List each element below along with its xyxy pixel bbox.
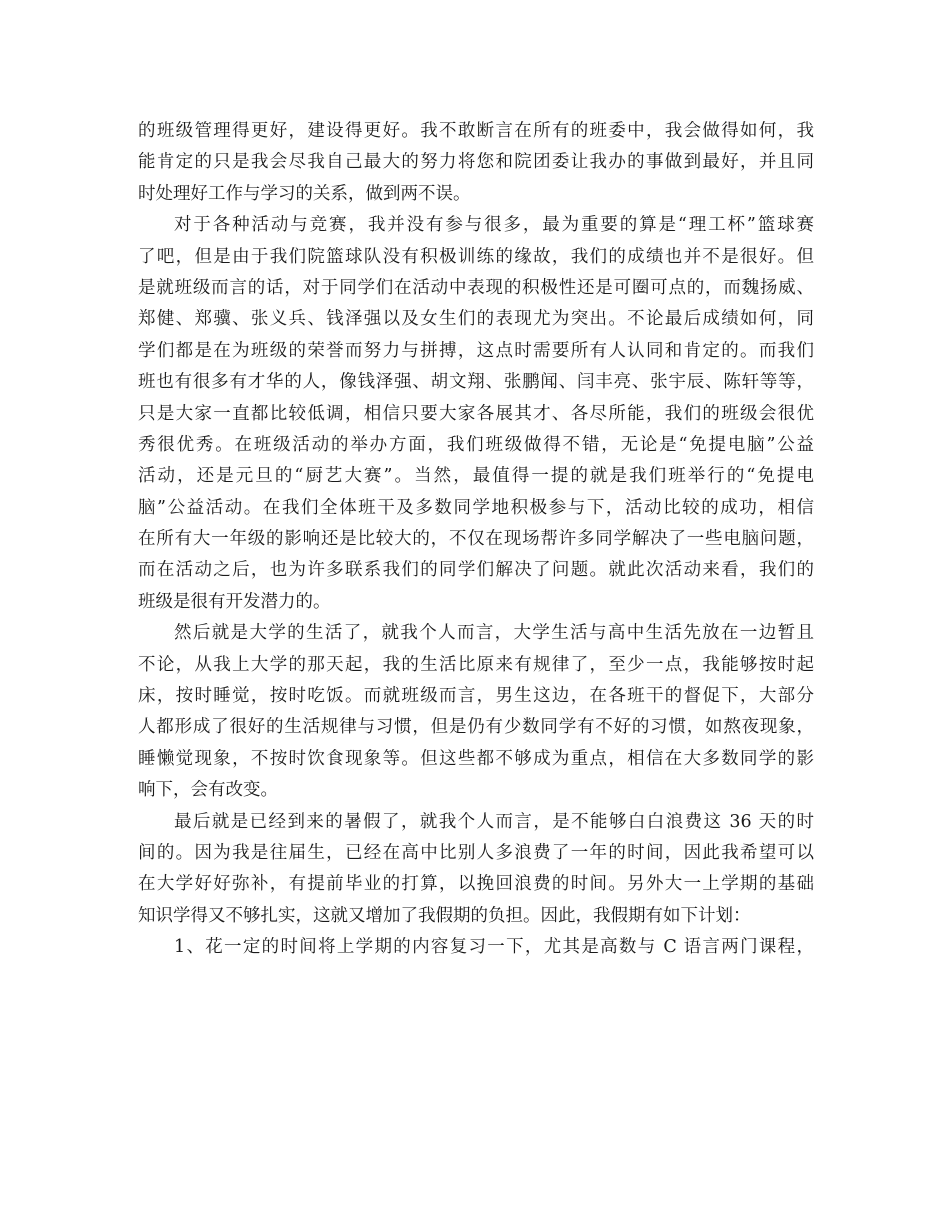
text-line: 能肯定的只是我会尽我自己最大的努力将您和院团委让我办的事做到最好，并且同	[138, 152, 814, 173]
text-line: 秀很优秀。在班级活动的举办方面，我们班级做得不错，无论是“免提电脑”公益	[138, 434, 814, 455]
text-line: 人都形成了很好的生活规律与习惯，但是仍有少数同学有不好的习惯，如熬夜现象，	[138, 717, 814, 738]
text-line: 在大学好好弥补，有提前毕业的打算，以挽回浪费的时间。另外大一上学期的基础	[138, 874, 814, 895]
text-line: 然后就是大学的生活了，就我个人而言，大学生活与高中生活先放在一边暂且	[174, 623, 814, 644]
text-line: 班也有很多有才华的人，像钱泽强、胡文翔、张鹏闻、闫丰亮、张宇辰、陈轩等等，	[138, 372, 814, 393]
text-line: 知识学得又不够扎实，这就又增加了我假期的负担。因此，我假期有如下计划：	[138, 905, 751, 926]
text-line: 在所有大一年级的影响还是比较大的，不仅在现场帮许多同学解决了一些电脑问题，	[138, 529, 814, 550]
text-line: 了吧，但是由于我们院篮球队没有积极训练的缘故，我们的成绩也并不是很好。但	[138, 246, 814, 267]
text-line: 班级是很有开发潜力的。	[138, 591, 331, 612]
text-line: 最后就是已经到来的暑假了，就我个人而言，是不能够白白浪费这 36 天的时	[174, 811, 814, 832]
text-line: 脑”公益活动。在我们全体班干及多数同学地积极参与下，活动比较的成功，相信	[138, 497, 814, 518]
text-line: 床，按时睡觉，按时吃饭。而就班级而言，男生这边，在各班干的督促下，大部分	[138, 686, 814, 707]
text-line: 只是大家一直都比较低调，相信只要大家各展其才、各尽所能，我们的班级会很优	[138, 403, 814, 424]
text-line: 睡懒觉现象，不按时饮食现象等。但这些都不够成为重点，相信在大多数同学的影	[138, 748, 814, 769]
text-line: 时处理好工作与学习的关系，做到两不误。	[138, 183, 471, 204]
text-line: 1、花一定的时间将上学期的内容复习一下，尤其是高数与 C 语言两门课程，	[174, 937, 814, 958]
text-line: 不论，从我上大学的那天起，我的生活比原来有规律了，至少一点，我能够按时起	[138, 654, 814, 675]
text-line: 活动，还是元旦的“厨艺大赛”。当然，最值得一提的就是我们班举行的“免提电	[138, 466, 814, 487]
text-line: 响下，会有改变。	[138, 780, 278, 801]
text-line: 郑健、郑骥、张义兵、钱泽强以及女生们的表现尤为突出。不论最后成绩如何，同	[138, 309, 814, 330]
text-line: 的班级管理得更好，建设得更好。我不敢断言在所有的班委中，我会做得如何，我	[138, 121, 814, 141]
text-line: 学们都是在为班级的荣誉而努力与拼搏，这点时需要所有人认同和肯定的。而我们	[138, 340, 814, 361]
text-line: 对于各种活动与竞赛，我并没有参与很多，最为重要的算是“理工杯”篮球赛	[174, 215, 814, 236]
text-line: 而在活动之后，也为许多联系我们的同学们解决了问题。就此次活动来看，我们的	[138, 560, 814, 581]
document-body	[138, 116, 814, 964]
text-line: 是就班级而言的话，对于同学们在活动中表现的积极性还是可圈可点的，而魏扬威、	[138, 277, 814, 298]
text-line: 间的。因为我是往届生，已经在高中比别人多浪费了一年的时间，因此我希望可以	[138, 842, 814, 863]
